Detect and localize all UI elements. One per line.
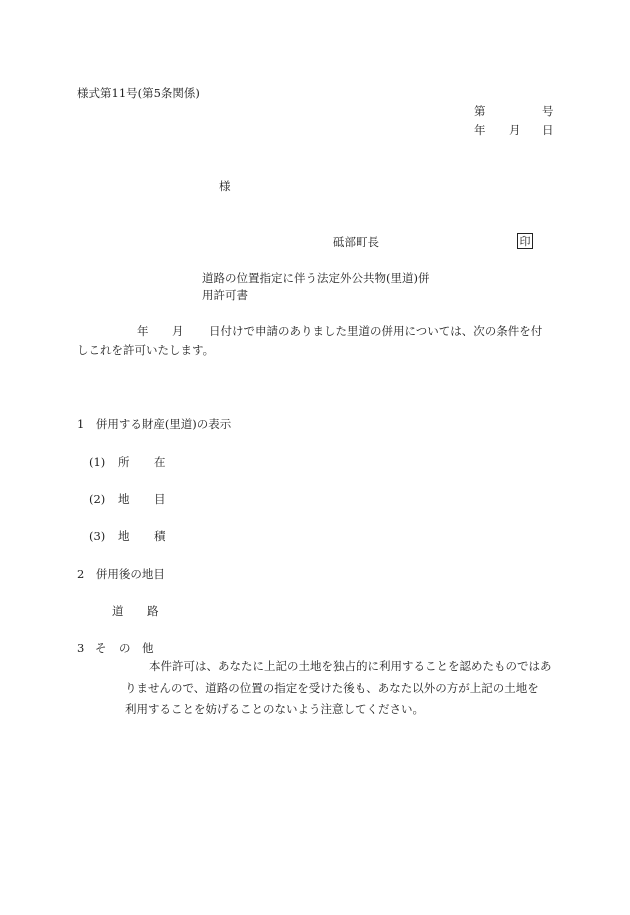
section2-value-b: 路: [147, 604, 159, 618]
document-title-line1: 道路の位置指定に伴う法定外公共物(里道)併: [202, 271, 430, 285]
section3-number: 3: [77, 641, 85, 655]
date-day-label: 日: [542, 123, 554, 137]
section3-text-line2: りませんので、道路の位置の指定を受けた後も、あなた以外の方が上記の土地を: [125, 681, 539, 695]
section3-title-c: 他: [142, 641, 154, 655]
section3-title-a: そ: [95, 641, 107, 655]
date-year-label: 年: [474, 123, 486, 137]
body-line2: しこれを許可いたします。: [77, 343, 215, 357]
form-number: 様式第11号(第5条関係): [77, 86, 200, 100]
section1-item2-num: (2): [89, 492, 106, 506]
section2-title: 2 併用後の地目: [77, 567, 165, 581]
section2-value-a: 道: [112, 604, 124, 618]
body-month-label: 月: [172, 324, 184, 338]
section3-text-line1: 本件許可は、あなたに上記の土地を独占的に利用することを認めたものではあ: [149, 659, 552, 673]
seal-label: 印: [519, 235, 531, 248]
section3-text-line3: 利用することを妨げることのないよう注意してください。: [125, 702, 424, 716]
date-month-label: 月: [509, 123, 521, 137]
seal-stamp-box: [517, 233, 533, 249]
section3-title-b: の: [119, 641, 131, 655]
section1-item2-label-a: 地: [118, 492, 130, 506]
body-line1: 日付けで申請のありました里道の併用については、次の条件を付: [209, 324, 543, 338]
number-label-dai: 第: [474, 104, 486, 118]
section1-item3-label-b: 積: [154, 529, 166, 543]
number-label-go: 号: [542, 104, 554, 118]
document-title-line2: 用許可書: [202, 288, 248, 302]
addressee-suffix: 様: [219, 179, 231, 193]
section1-item2-label-b: 目: [154, 492, 166, 506]
body-year-label: 年: [137, 324, 149, 338]
section1-item3-num: (3): [89, 529, 106, 543]
section1-title: 1 併用する財産(里道)の表示: [77, 417, 232, 431]
section1-item3-label-a: 地: [118, 529, 130, 543]
section1-item1-label-a: 所: [118, 455, 130, 469]
section1-item1-label-b: 在: [154, 455, 166, 469]
sender-title: 砥部町長: [333, 235, 379, 249]
section1-item1-num: (1): [89, 455, 106, 469]
